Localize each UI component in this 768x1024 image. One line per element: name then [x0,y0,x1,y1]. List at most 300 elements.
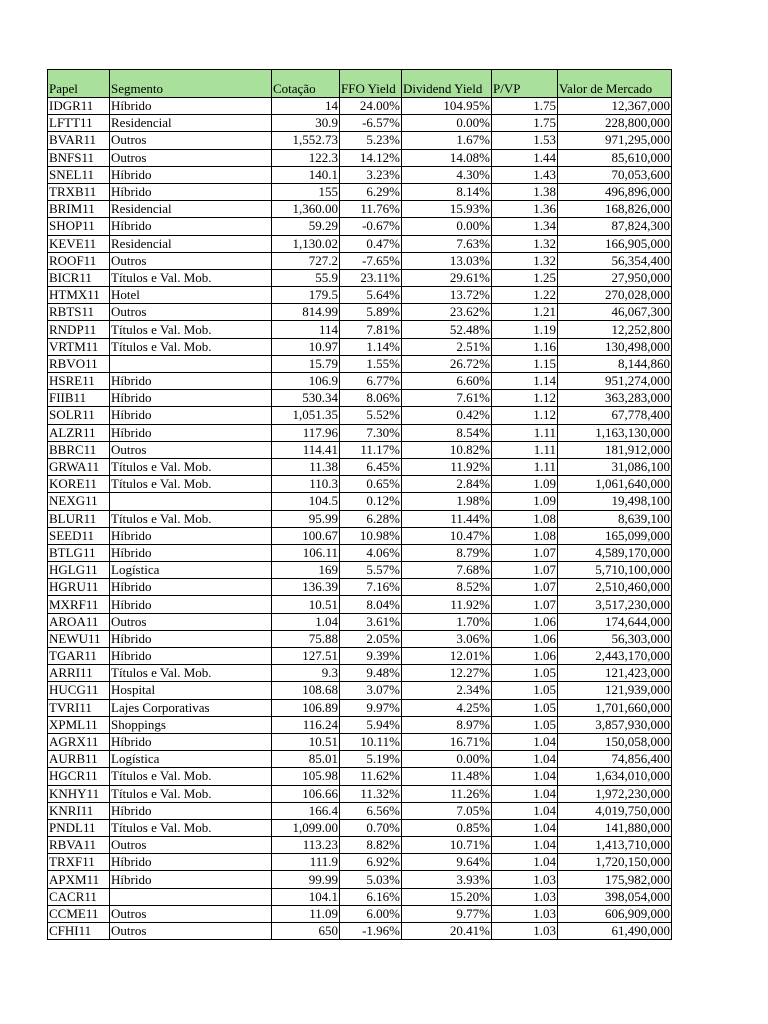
cell-cotacao: 85.01 [272,751,340,768]
cell-cotacao: 179.5 [272,287,340,304]
cell-valor-de-mercado: 141,880,000 [558,819,672,836]
cell-ffo-yield: 6.28% [340,510,402,527]
cell-valor-de-mercado: 228,800,000 [558,115,672,132]
cell-segmento: Títulos e Val. Mob. [110,510,272,527]
cell-dividend-yield: 15.93% [402,201,492,218]
cell-cotacao: 99.99 [272,871,340,888]
cell-papel: LFTT11 [48,115,110,132]
cell-ffo-yield: 5.23% [340,132,402,149]
cell-segmento: Outros [110,923,272,940]
cell-ffo-yield: 6.29% [340,183,402,200]
header-dividend-yield: Dividend Yield [402,70,492,98]
cell-papel: TRXB11 [48,183,110,200]
cell-pvp: 1.04 [492,785,558,802]
cell-papel: RNDP11 [48,321,110,338]
cell-cotacao: 106.66 [272,785,340,802]
cell-pvp: 1.04 [492,854,558,871]
cell-segmento: Logística [110,562,272,579]
cell-pvp: 1.11 [492,424,558,441]
cell-valor-de-mercado: 12,367,000 [558,98,672,115]
table-row [48,716,672,733]
cell-papel: BNFS11 [48,149,110,166]
cell-valor-de-mercado: 27,950,000 [558,269,672,286]
cell-papel: PNDL11 [48,819,110,836]
cell-pvp: 1.03 [492,905,558,922]
table-row [48,665,672,682]
cell-dividend-yield: 2.51% [402,338,492,355]
cell-papel: HGCR11 [48,768,110,785]
table-row [48,321,672,338]
cell-pvp: 1.07 [492,562,558,579]
cell-segmento: Outros [110,905,272,922]
cell-ffo-yield: 14.12% [340,149,402,166]
cell-dividend-yield: 12.27% [402,665,492,682]
cell-pvp: 1.44 [492,149,558,166]
cell-ffo-yield: 3.23% [340,166,402,183]
cell-dividend-yield: 12.01% [402,648,492,665]
cell-pvp: 1.14 [492,373,558,390]
cell-valor-de-mercado: 496,896,000 [558,183,672,200]
cell-valor-de-mercado: 951,274,000 [558,373,672,390]
cell-pvp: 1.16 [492,338,558,355]
cell-dividend-yield: 0.85% [402,819,492,836]
cell-cotacao: 11.09 [272,905,340,922]
cell-cotacao: 55.9 [272,269,340,286]
cell-cotacao: 100.67 [272,527,340,544]
cell-valor-de-mercado: 46,067,300 [558,304,672,321]
cell-papel: RBTS11 [48,304,110,321]
cell-segmento: Hotel [110,287,272,304]
table-row [48,510,672,527]
cell-pvp: 1.22 [492,287,558,304]
cell-segmento: Outros [110,304,272,321]
cell-valor-de-mercado: 3,517,230,000 [558,596,672,613]
cell-dividend-yield: 23.62% [402,304,492,321]
cell-cotacao: 530.34 [272,390,340,407]
cell-pvp: 1.12 [492,407,558,424]
header-valor-de-mercado: Valor de Mercado [558,70,672,98]
cell-dividend-yield: 0.00% [402,218,492,235]
cell-pvp: 1.03 [492,923,558,940]
cell-segmento: Híbrido [110,527,272,544]
cell-cotacao: 15.79 [272,355,340,372]
cell-valor-de-mercado: 1,972,230,000 [558,785,672,802]
cell-pvp: 1.21 [492,304,558,321]
cell-ffo-yield: 6.77% [340,373,402,390]
cell-pvp: 1.06 [492,613,558,630]
cell-segmento: Títulos e Val. Mob. [110,458,272,475]
cell-cotacao: 169 [272,562,340,579]
cell-ffo-yield: 6.45% [340,458,402,475]
cell-cotacao: 14 [272,98,340,115]
cell-valor-de-mercado: 1,720,150,000 [558,854,672,871]
cell-papel: RBVA11 [48,837,110,854]
cell-segmento: Híbrido [110,871,272,888]
cell-segmento: Híbrido [110,218,272,235]
cell-ffo-yield: 11.17% [340,441,402,458]
cell-ffo-yield: 7.81% [340,321,402,338]
cell-cotacao: 1,130.02 [272,235,340,252]
table-row [48,905,672,922]
cell-segmento: Híbrido [110,390,272,407]
cell-valor-de-mercado: 1,413,710,000 [558,837,672,854]
cell-ffo-yield: 3.07% [340,682,402,699]
table-row [48,424,672,441]
cell-cotacao: 10.51 [272,596,340,613]
cell-segmento: Híbrido [110,373,272,390]
cell-pvp: 1.08 [492,510,558,527]
cell-segmento: Híbrido [110,854,272,871]
cell-segmento [110,888,272,905]
cell-valor-de-mercado: 166,905,000 [558,235,672,252]
table-row [48,871,672,888]
cell-dividend-yield: 15.20% [402,888,492,905]
cell-valor-de-mercado: 19,498,100 [558,493,672,510]
cell-pvp: 1.05 [492,665,558,682]
table-row [48,201,672,218]
cell-ffo-yield: 0.47% [340,235,402,252]
cell-dividend-yield: 16.71% [402,733,492,750]
cell-ffo-yield: 4.06% [340,544,402,561]
cell-cotacao: 113.23 [272,837,340,854]
cell-cotacao: 814.99 [272,304,340,321]
table-row [48,183,672,200]
cell-dividend-yield: 2.34% [402,682,492,699]
table-row [48,304,672,321]
header-segmento: Segmento [110,70,272,98]
header-pvp: P/VP [492,70,558,98]
cell-dividend-yield: 8.14% [402,183,492,200]
cell-pvp: 1.75 [492,98,558,115]
cell-valor-de-mercado: 67,778,400 [558,407,672,424]
cell-papel: TGAR11 [48,648,110,665]
cell-cotacao: 1,051.35 [272,407,340,424]
cell-valor-de-mercado: 363,283,000 [558,390,672,407]
cell-pvp: 1.07 [492,544,558,561]
cell-segmento [110,355,272,372]
cell-pvp: 1.34 [492,218,558,235]
cell-valor-de-mercado: 606,909,000 [558,905,672,922]
cell-dividend-yield: 11.26% [402,785,492,802]
cell-papel: BVAR11 [48,132,110,149]
cell-dividend-yield: 0.00% [402,115,492,132]
cell-segmento: Outros [110,132,272,149]
cell-dividend-yield: 13.03% [402,252,492,269]
table-row [48,768,672,785]
cell-ffo-yield: 0.65% [340,476,402,493]
table-row [48,562,672,579]
cell-segmento: Híbrido [110,166,272,183]
cell-valor-de-mercado: 2,510,460,000 [558,579,672,596]
cell-dividend-yield: 29.61% [402,269,492,286]
cell-pvp: 1.09 [492,476,558,493]
cell-cotacao: 104.1 [272,888,340,905]
header-papel: Papel [48,70,110,98]
cell-cotacao: 104.5 [272,493,340,510]
cell-segmento: Híbrido [110,648,272,665]
cell-segmento: Residencial [110,115,272,132]
table-row [48,888,672,905]
table-row [48,613,672,630]
cell-papel: NEWU11 [48,630,110,647]
cell-papel: BLUR11 [48,510,110,527]
cell-papel: BICR11 [48,269,110,286]
cell-segmento: Títulos e Val. Mob. [110,785,272,802]
cell-valor-de-mercado: 181,912,000 [558,441,672,458]
cell-papel: HSRE11 [48,373,110,390]
header-ffo-yield: FFO Yield [340,70,402,98]
table-row [48,441,672,458]
cell-pvp: 1.04 [492,837,558,854]
cell-dividend-yield: 8.54% [402,424,492,441]
table-row [48,390,672,407]
cell-segmento: Outros [110,837,272,854]
cell-cotacao: 136.39 [272,579,340,596]
cell-dividend-yield: 11.44% [402,510,492,527]
cell-pvp: 1.53 [492,132,558,149]
cell-pvp: 1.04 [492,733,558,750]
cell-dividend-yield: 26.72% [402,355,492,372]
table-row [48,751,672,768]
table-row [48,252,672,269]
cell-segmento [110,493,272,510]
cell-pvp: 1.04 [492,751,558,768]
cell-papel: KNRI11 [48,802,110,819]
cell-valor-de-mercado: 1,701,660,000 [558,699,672,716]
cell-papel: ARRI11 [48,665,110,682]
cell-segmento: Residencial [110,201,272,218]
table-row [48,166,672,183]
cell-papel: SNEL11 [48,166,110,183]
cell-valor-de-mercado: 8,144,860 [558,355,672,372]
cell-ffo-yield: 5.89% [340,304,402,321]
cell-valor-de-mercado: 74,856,400 [558,751,672,768]
table-row [48,648,672,665]
cell-pvp: 1.04 [492,768,558,785]
cell-pvp: 1.07 [492,579,558,596]
cell-dividend-yield: 104.95% [402,98,492,115]
cell-valor-de-mercado: 2,443,170,000 [558,648,672,665]
cell-pvp: 1.05 [492,716,558,733]
table-row [48,149,672,166]
table-row [48,630,672,647]
cell-segmento: Outros [110,613,272,630]
cell-papel: HGLG11 [48,562,110,579]
cell-ffo-yield: 8.06% [340,390,402,407]
cell-valor-de-mercado: 4,589,170,000 [558,544,672,561]
cell-papel: TRXF11 [48,854,110,871]
cell-segmento: Outros [110,252,272,269]
cell-segmento: Híbrido [110,544,272,561]
cell-segmento: Híbrido [110,579,272,596]
cell-dividend-yield: 8.52% [402,579,492,596]
cell-cotacao: 106.9 [272,373,340,390]
cell-dividend-yield: 7.61% [402,390,492,407]
cell-valor-de-mercado: 971,295,000 [558,132,672,149]
cell-segmento: Outros [110,441,272,458]
table-row [48,373,672,390]
header-cotacao: Cotação [272,70,340,98]
cell-segmento: Shoppings [110,716,272,733]
cell-dividend-yield: 4.30% [402,166,492,183]
cell-cotacao: 111.9 [272,854,340,871]
cell-ffo-yield: 9.39% [340,648,402,665]
table-row [48,115,672,132]
cell-cotacao: 122.3 [272,149,340,166]
cell-pvp: 1.09 [492,493,558,510]
table-row [48,493,672,510]
cell-segmento: Híbrido [110,802,272,819]
cell-ffo-yield: 5.03% [340,871,402,888]
cell-ffo-yield: 8.82% [340,837,402,854]
cell-valor-de-mercado: 85,610,000 [558,149,672,166]
cell-pvp: 1.04 [492,819,558,836]
cell-cotacao: 114 [272,321,340,338]
cell-segmento: Títulos e Val. Mob. [110,321,272,338]
cell-cotacao: 1,552.73 [272,132,340,149]
cell-pvp: 1.38 [492,183,558,200]
cell-papel: NEXG11 [48,493,110,510]
cell-pvp: 1.05 [492,682,558,699]
cell-segmento: Outros [110,149,272,166]
cell-dividend-yield: 2.84% [402,476,492,493]
table-row [48,98,672,115]
cell-pvp: 1.06 [492,630,558,647]
cell-papel: IDGR11 [48,98,110,115]
cell-dividend-yield: 8.79% [402,544,492,561]
cell-valor-de-mercado: 5,710,100,000 [558,562,672,579]
cell-valor-de-mercado: 87,824,300 [558,218,672,235]
cell-ffo-yield: 10.98% [340,527,402,544]
cell-segmento: Híbrido [110,98,272,115]
cell-papel: TVRI11 [48,699,110,716]
cell-dividend-yield: 3.06% [402,630,492,647]
cell-dividend-yield: 11.48% [402,768,492,785]
cell-cotacao: 1.04 [272,613,340,630]
cell-dividend-yield: 14.08% [402,149,492,166]
cell-ffo-yield: 11.76% [340,201,402,218]
cell-valor-de-mercado: 8,639,100 [558,510,672,527]
table-body [48,98,672,940]
cell-cotacao: 1,099.00 [272,819,340,836]
cell-papel: MXRF11 [48,596,110,613]
cell-dividend-yield: 7.68% [402,562,492,579]
cell-ffo-yield: 5.19% [340,751,402,768]
cell-ffo-yield: 5.57% [340,562,402,579]
table-row [48,837,672,854]
cell-valor-de-mercado: 56,354,400 [558,252,672,269]
table-row [48,596,672,613]
cell-papel: HUCG11 [48,682,110,699]
cell-dividend-yield: 9.77% [402,905,492,922]
cell-pvp: 1.25 [492,269,558,286]
cell-ffo-yield: 8.04% [340,596,402,613]
cell-ffo-yield: 9.97% [340,699,402,716]
cell-pvp: 1.19 [492,321,558,338]
cell-pvp: 1.03 [492,871,558,888]
cell-valor-de-mercado: 175,982,000 [558,871,672,888]
cell-pvp: 1.32 [492,235,558,252]
cell-ffo-yield: -6.57% [340,115,402,132]
cell-dividend-yield: 9.64% [402,854,492,871]
cell-papel: BTLG11 [48,544,110,561]
cell-ffo-yield: 2.05% [340,630,402,647]
cell-segmento: Híbrido [110,596,272,613]
cell-segmento: Híbrido [110,630,272,647]
cell-ffo-yield: 6.56% [340,802,402,819]
cell-valor-de-mercado: 61,490,000 [558,923,672,940]
cell-segmento: Lajes Corporativas [110,699,272,716]
cell-ffo-yield: 10.11% [340,733,402,750]
cell-ffo-yield: 6.16% [340,888,402,905]
cell-pvp: 1.04 [492,802,558,819]
cell-cotacao: 9.3 [272,665,340,682]
cell-dividend-yield: 10.82% [402,441,492,458]
cell-papel: SOLR11 [48,407,110,424]
cell-papel: FIIB11 [48,390,110,407]
cell-dividend-yield: 4.25% [402,699,492,716]
cell-valor-de-mercado: 150,058,000 [558,733,672,750]
cell-segmento: Híbrido [110,407,272,424]
cell-dividend-yield: 7.63% [402,235,492,252]
cell-valor-de-mercado: 12,252,800 [558,321,672,338]
table-row [48,407,672,424]
cell-segmento: Títulos e Val. Mob. [110,665,272,682]
cell-pvp: 1.05 [492,699,558,716]
cell-cotacao: 1,360.00 [272,201,340,218]
cell-ffo-yield: -7.65% [340,252,402,269]
table-row [48,338,672,355]
table-row [48,579,672,596]
cell-papel: GRWA11 [48,458,110,475]
cell-cotacao: 117.96 [272,424,340,441]
cell-segmento: Títulos e Val. Mob. [110,768,272,785]
cell-cotacao: 30.9 [272,115,340,132]
cell-papel: KEVE11 [48,235,110,252]
cell-valor-de-mercado: 121,939,000 [558,682,672,699]
cell-dividend-yield: 8.97% [402,716,492,733]
table-row [48,458,672,475]
cell-pvp: 1.08 [492,527,558,544]
cell-papel: CCME11 [48,905,110,922]
cell-segmento: Títulos e Val. Mob. [110,819,272,836]
header-row [48,70,672,98]
cell-ffo-yield: 9.48% [340,665,402,682]
cell-valor-de-mercado: 1,163,130,000 [558,424,672,441]
cell-ffo-yield: 11.62% [340,768,402,785]
cell-papel: HGRU11 [48,579,110,596]
cell-cotacao: 106.89 [272,699,340,716]
cell-dividend-yield: 10.71% [402,837,492,854]
table-row [48,218,672,235]
cell-ffo-yield: 5.52% [340,407,402,424]
cell-segmento: Títulos e Val. Mob. [110,338,272,355]
cell-dividend-yield: 7.05% [402,802,492,819]
cell-ffo-yield: -1.96% [340,923,402,940]
cell-dividend-yield: 1.98% [402,493,492,510]
cell-papel: CFHI11 [48,923,110,940]
table-row [48,819,672,836]
table-row [48,544,672,561]
cell-valor-de-mercado: 1,634,010,000 [558,768,672,785]
cell-pvp: 1.06 [492,648,558,665]
cell-dividend-yield: 0.42% [402,407,492,424]
table-row [48,355,672,372]
cell-ffo-yield: 11.32% [340,785,402,802]
table-row [48,733,672,750]
cell-papel: KORE11 [48,476,110,493]
cell-valor-de-mercado: 174,644,000 [558,613,672,630]
